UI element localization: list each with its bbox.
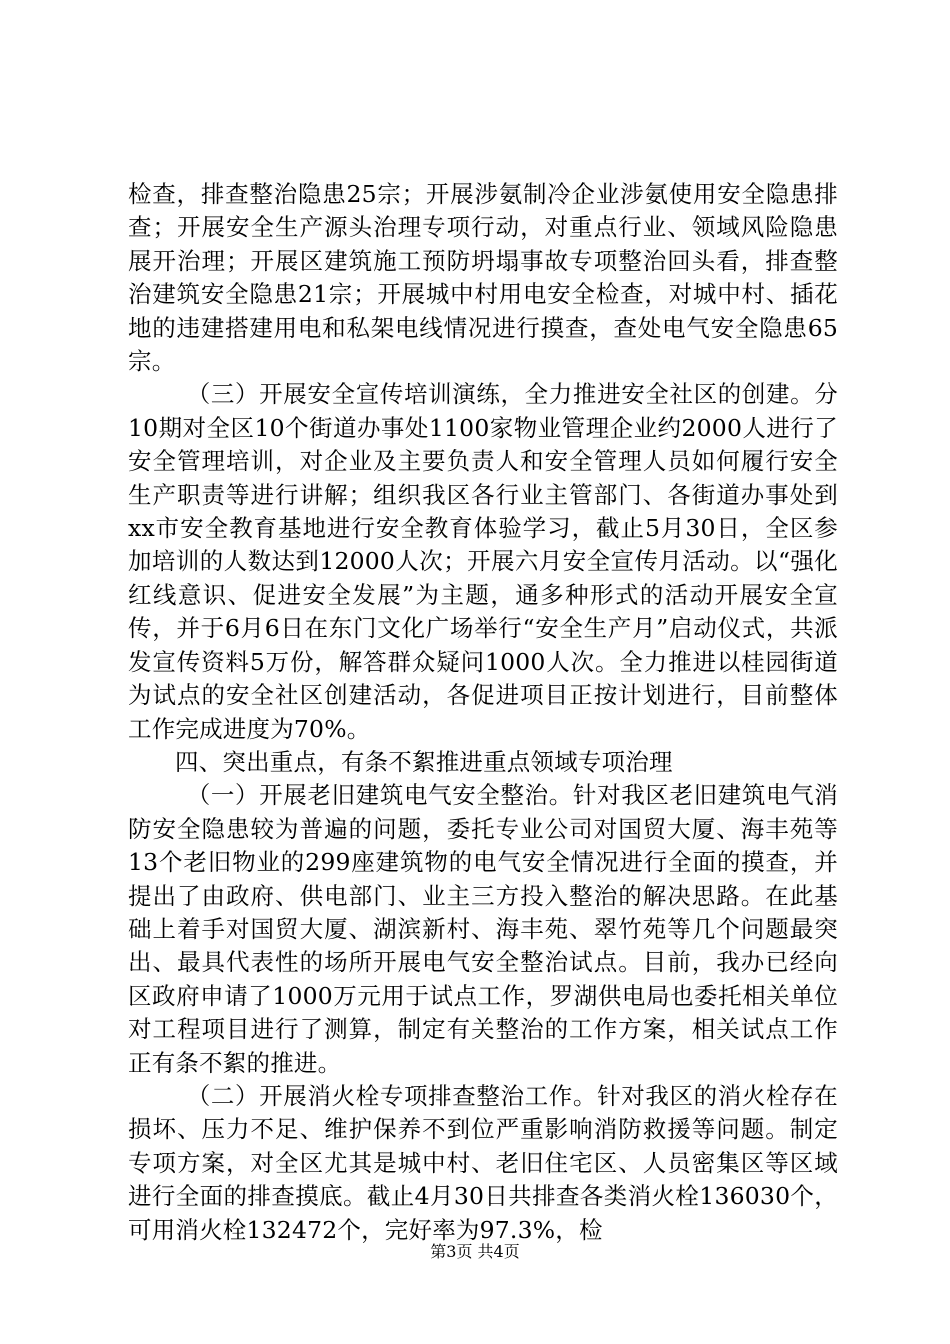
page-footer: 第3页 共4页: [430, 1242, 520, 1261]
paragraph-safety-training: （三）开展安全宣传培训演练，全力推进安全社区的创建。分10期对全区10个街道办事处1100家物业管理企业约2000人进行了安全管理培训，对企业及主要负责人和安全管理人员如何履行安全生产职责等进行讲解；组织我区各行业主管部门、各街道办事处到xx市安全教育基地进行安全教育体验学习，截止5月30日，全区参加培训的人数达到12000人次；开展六月安全宣传月活动。以“强化红线意识、促进安全发展”为主题，通多种形式的活动开展安全宣传，并于6月6日在东门文化广场举行“安全生产月”启动仪式，共派发宣传资料5万份，解答群众疑问1000人次。全力推进以桂园街道为试点的安全社区创建活动，各促进项目正按计划进行，目前整体工作完成进度为70%。: [128, 380, 838, 743]
section-heading-four: 四、突出重点，有条不絮推进重点领域专项治理: [175, 747, 673, 776]
document-body: [128, 178, 838, 1247]
paragraph-old-building-electrical: （一）开展老旧建筑电气安全整治。针对我区老旧建筑电气消防安全隐患较为普遍的问题，委托专业公司对国贸大厦、海丰苑等13个老旧物业的299座建筑物的电气安全情况进行全面的摸查，并提出了由政府、供电部门、业主三方投入整治的解决思路。在此基础上着手对国贸大厦、湖滨新村、海丰苑、翠竹苑等几个问题最突出、最具代表性的场所开展电气安全整治试点。目前，我办已经向区政府申请了1000万元用于试点工作，罗湖供电局也委托相关单位对工程项目进行了测算，制定有关整治的工作方案，相关试点工作正有条不絮的推进。: [128, 781, 838, 1077]
paragraph-inspection-summary: 检查，排查整治隐患25宗；开展涉氨制冷企业涉氨使用安全隐患排查；开展安全生产源头治理专项行动，对重点行业、领域风险隐患展开治理；开展区建筑施工预防坍塌事故专项整治回头看，排查整治建筑安全隐患21宗；开展城中村用电安全检查，对城中村、插花地的违建搭建用电和私架电线情况进行摸查，查处电气安全隐患65宗。: [128, 180, 838, 376]
paragraph-fire-hydrant: （二）开展消火栓专项排查整治工作。针对我区的消火栓存在损坏、压力不足、维护保养不到位严重影响消防救援等问题。制定专项方案，对全区尤其是城中村、老旧住宅区、人员密集区等区域进行全面的排查摸底。截止4月30日共排查各类消火栓136030个，可用消火栓132472个，完好率为97.3%，检: [128, 1081, 838, 1244]
